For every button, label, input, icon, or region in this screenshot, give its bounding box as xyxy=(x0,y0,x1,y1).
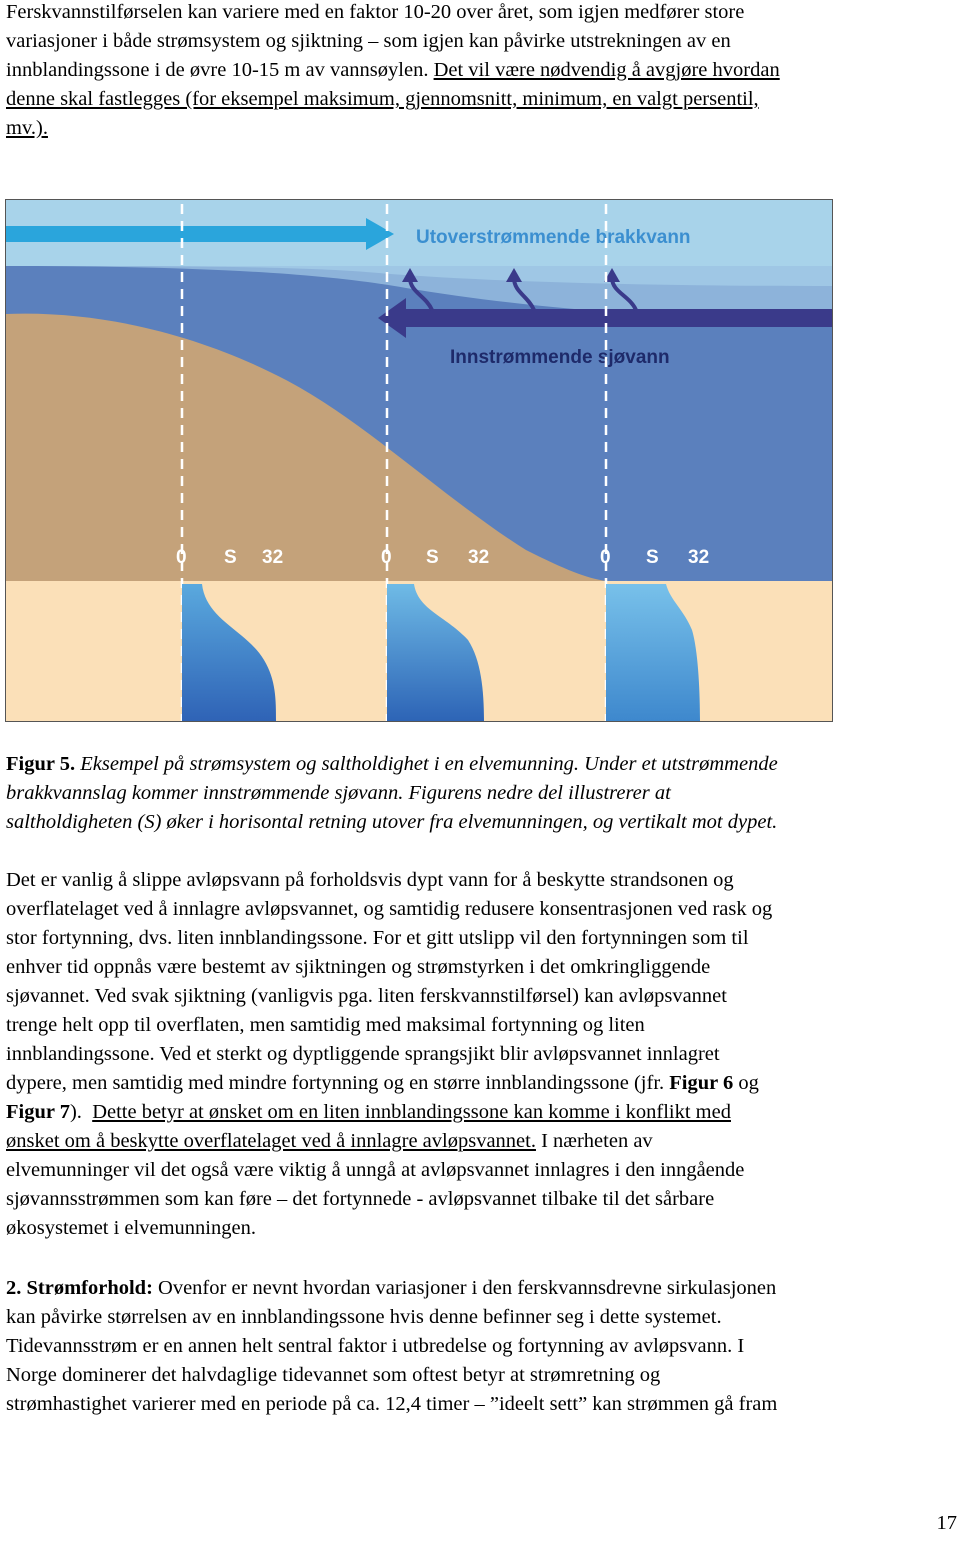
text-segment: innblandingssone i de øvre 10-15 m av vannsøylen. xyxy=(6,59,429,81)
brackish-label: Utoverstrømmende brakkvann xyxy=(416,227,691,248)
caption-line: saltholdigheten (S) øker i horisontal retning utover fra elvemunningen, og vertikalt mot dypet. xyxy=(6,811,778,833)
caption-text: Eksempel på strømsystem og saltholdighet i en elvemunning. Under et utstrømmende xyxy=(80,753,778,775)
profile1-max: 32 xyxy=(262,547,284,568)
text-line: Norge dominerer det halvdaglige tidevannet som oftest betyr at strømretning og xyxy=(6,1364,661,1386)
text-line xyxy=(6,56,958,85)
underlined-text: ønsket om å beskytte overflatelaget ved å innlagre avløpsvannet. xyxy=(6,1130,536,1152)
profile2-max: 32 xyxy=(468,547,490,568)
underlined-line: denne skal fastlegges (for eksempel maksimum, gjennomsnitt, minimum, en valgt persentil, xyxy=(6,88,759,110)
text-line: trenge helt opp til overflaten, men samtidig med maksimal fortynning og liten xyxy=(6,1014,645,1036)
caption-line xyxy=(6,750,958,779)
profile3-zero: 0 xyxy=(600,547,611,568)
estuary-diagram xyxy=(6,200,832,721)
text-line xyxy=(6,1098,958,1127)
figure-caption xyxy=(6,750,958,837)
text-segment: ). xyxy=(69,1101,82,1123)
text-line: enhver tid oppnås være bestemt av sjiktningen og strømstyrken i det omkringliggende xyxy=(6,956,711,978)
text-line: Tidevannsstrøm er en annen helt sentral faktor i utbredelse og fortynning av avløpsvann. I xyxy=(6,1335,745,1357)
text-line xyxy=(6,1127,958,1156)
text-line: kan påvirke størrelsen av en innblandingssone hvis denne befinner seg i dette systemet. xyxy=(6,1306,722,1328)
profile1-s: S xyxy=(224,547,237,568)
text-segment: Ovenfor er nevnt hvordan variasjoner i den ferskvannsdrevne sirkulasjonen xyxy=(152,1277,777,1299)
figure-reference: Figur 6 xyxy=(669,1072,734,1094)
text-line: variasjoner i både strømsystem og sjiktning – som igjen kan påvirke utstrekningen av en xyxy=(6,30,731,52)
page-number: 17 xyxy=(936,1512,957,1534)
underlined-text: Det vil være nødvendig å avgjøre hvordan xyxy=(433,59,780,81)
text-line: sjøvannsstrømmen som kan føre – det fortynnede - avløpsvannet tilbake til det sårbare xyxy=(6,1188,715,1210)
profile2-s: S xyxy=(426,547,439,568)
figure-reference: Figur 7 xyxy=(6,1101,70,1123)
text-line: økosystemet i elvemunningen. xyxy=(6,1217,256,1239)
caption-line: brakkvannslag kommer innstrømmende sjøvann. Figurens nedre del illustrerer at xyxy=(6,782,671,804)
text-line: Ferskvannstilførselen kan variere med en faktor 10-20 over året, som igjen medfører store xyxy=(6,1,745,23)
estuary-figure xyxy=(5,199,833,722)
section-paragraph xyxy=(6,1274,958,1419)
figure-label: Figur 5. xyxy=(6,753,76,775)
section-heading: 2. Strømforhold: xyxy=(6,1277,153,1299)
text-line: stor fortynning, dvs. liten innblandingssone. For et gitt utslipp vil den fortynningen som til xyxy=(6,927,749,949)
text-line xyxy=(6,1274,958,1303)
profile2-zero: 0 xyxy=(381,547,392,568)
text-segment: og xyxy=(738,1072,759,1094)
text-line: Det er vanlig å slippe avløpsvann på forholdsvis dypt vann for å beskytte strandsonen og xyxy=(6,869,734,891)
text-line: strømhastighet varierer med en periode på ca. 12,4 timer – ”ideelt sett” kan strømmen gå fram xyxy=(6,1393,778,1415)
text-segment: dypere, men samtidig med mindre fortynning og en større innblandingssone (jfr. xyxy=(6,1072,665,1094)
profile3-max: 32 xyxy=(688,547,710,568)
intro-paragraph xyxy=(6,0,958,143)
text-segment: I nærheten av xyxy=(535,1130,653,1152)
underlined-text: Dette betyr at ønsket om en liten innblandingssone kan komme i konflikt med xyxy=(92,1101,731,1123)
profile1-zero: 0 xyxy=(176,547,187,568)
text-line xyxy=(6,1069,958,1098)
text-line: sjøvannet. Ved svak sjiktning (vanligvis pga. liten ferskvannstilførsel) kan avløpsvannet xyxy=(6,985,727,1007)
body-paragraph xyxy=(6,866,958,1243)
text-line: overflatelaget ved å innlagre avløpsvannet, og samtidig redusere konsentrasjonen ved rask og xyxy=(6,898,773,920)
seawater-label: Innstrømmende sjøvann xyxy=(450,347,670,368)
text-line xyxy=(6,114,958,143)
underlined-text: mv.). xyxy=(6,117,48,139)
text-line: innblandingssone. Ved et sterkt og dyptliggende sprangsjikt blir avløpsvannet innlagret xyxy=(6,1043,720,1065)
text-line: elvemunninger vil det også være viktig å unngå at avløpsvannet innlagres i den inngående xyxy=(6,1159,745,1181)
profile3-s: S xyxy=(646,547,659,568)
